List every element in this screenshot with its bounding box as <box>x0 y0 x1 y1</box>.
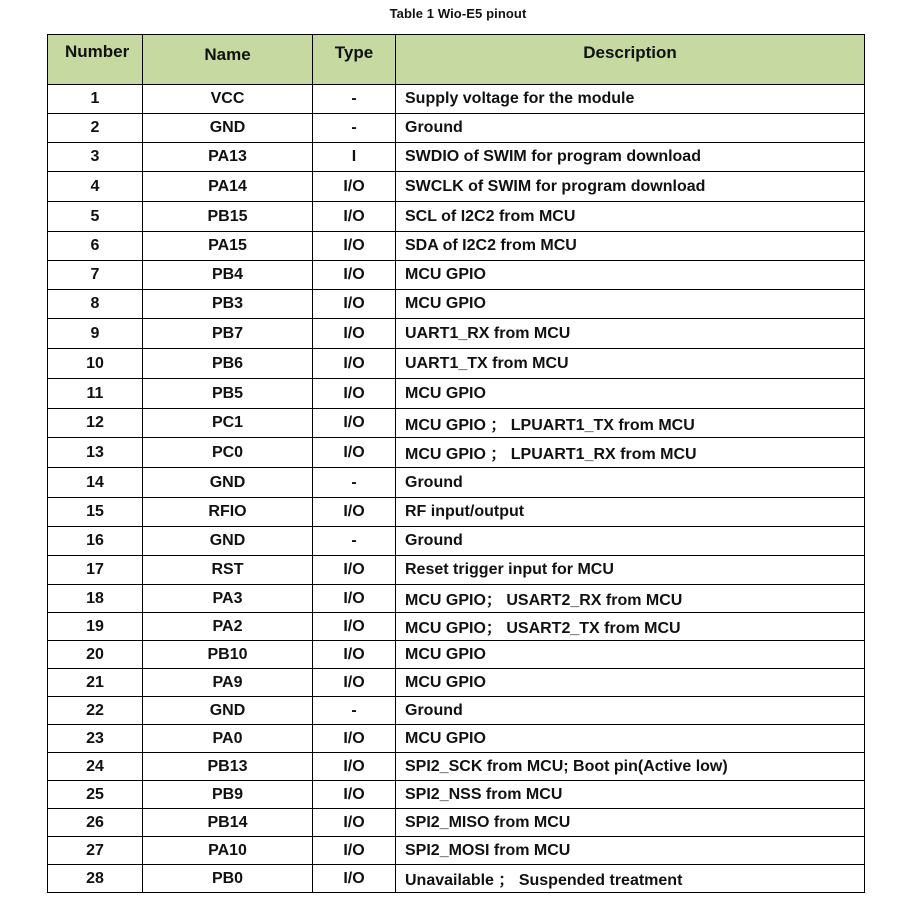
cell-name: PC1 <box>143 409 313 438</box>
cell-number: 8 <box>48 290 143 319</box>
cell-type: I/O <box>313 725 396 753</box>
cell-number: 10 <box>48 349 143 379</box>
cell-description: SWDIO of SWIM for program download <box>396 143 865 172</box>
table-row <box>48 261 865 290</box>
table-row <box>48 781 865 809</box>
cell-name: PB3 <box>143 290 313 319</box>
cell-type: I/O <box>313 556 396 585</box>
cell-name: RFIO <box>143 498 313 527</box>
cell-number: 5 <box>48 202 143 232</box>
cell-number: 9 <box>48 319 143 349</box>
cell-number: 18 <box>48 585 143 613</box>
cell-description: Ground <box>396 697 865 725</box>
cell-type: I/O <box>313 753 396 781</box>
cell-number: 11 <box>48 379 143 409</box>
cell-name: PA14 <box>143 172 313 202</box>
table-row <box>48 753 865 781</box>
table-row <box>48 379 865 409</box>
cell-number: 12 <box>48 409 143 438</box>
cell-number: 7 <box>48 261 143 290</box>
cell-type: I/O <box>313 438 396 468</box>
table-row <box>48 202 865 232</box>
table-row <box>48 556 865 585</box>
cell-description: SDA of I2C2 from MCU <box>396 232 865 261</box>
cell-description: MCU GPIO ； LPUART1_TX from MCU <box>396 409 865 438</box>
cell-name: PB6 <box>143 349 313 379</box>
header-description: Description <box>396 35 865 85</box>
cell-type: I/O <box>313 349 396 379</box>
cell-type: I/O <box>313 865 396 893</box>
cell-name: PB5 <box>143 379 313 409</box>
cell-name: PB0 <box>143 865 313 893</box>
table-row <box>48 232 865 261</box>
cell-description: MCU GPIO； USART2_TX from MCU <box>396 613 865 641</box>
cell-number: 27 <box>48 837 143 865</box>
cell-description: SPI2_MOSI from MCU <box>396 837 865 865</box>
cell-name: PA9 <box>143 669 313 697</box>
cell-description: MCU GPIO <box>396 261 865 290</box>
cell-description: SPI2_NSS from MCU <box>396 781 865 809</box>
cell-description: Ground <box>396 527 865 556</box>
cell-description: Unavailable ； Suspended treatment <box>396 865 865 893</box>
table-row <box>48 498 865 527</box>
cell-type: I/O <box>313 809 396 837</box>
cell-number: 20 <box>48 641 143 669</box>
cell-description: MCU GPIO <box>396 290 865 319</box>
cell-number: 4 <box>48 172 143 202</box>
cell-name: PA2 <box>143 613 313 641</box>
table-row <box>48 809 865 837</box>
cell-number: 2 <box>48 114 143 143</box>
cell-number: 14 <box>48 468 143 498</box>
table-row <box>48 527 865 556</box>
table-row <box>48 349 865 379</box>
cell-type: I/O <box>313 172 396 202</box>
cell-name: PB13 <box>143 753 313 781</box>
table-row <box>48 85 865 114</box>
cell-type: I/O <box>313 669 396 697</box>
table-row <box>48 114 865 143</box>
cell-type: I/O <box>313 585 396 613</box>
cell-description: MCU GPIO <box>396 379 865 409</box>
cell-description: UART1_TX from MCU <box>396 349 865 379</box>
cell-number: 19 <box>48 613 143 641</box>
cell-name: PB10 <box>143 641 313 669</box>
cell-description: Supply voltage for the module <box>396 85 865 114</box>
cell-type: I/O <box>313 290 396 319</box>
cell-name: GND <box>143 114 313 143</box>
cell-type: - <box>313 114 396 143</box>
table-row <box>48 697 865 725</box>
cell-type: I/O <box>313 641 396 669</box>
cell-description: Reset trigger input for MCU <box>396 556 865 585</box>
cell-type: - <box>313 697 396 725</box>
cell-number: 3 <box>48 143 143 172</box>
header-type: Type <box>313 35 396 85</box>
cell-number: 21 <box>48 669 143 697</box>
table-row <box>48 409 865 438</box>
cell-name: PC0 <box>143 438 313 468</box>
table-row <box>48 641 865 669</box>
table-row <box>48 613 865 641</box>
cell-type: I/O <box>313 232 396 261</box>
cell-description: SPI2_SCK from MCU; Boot pin(Active low) <box>396 753 865 781</box>
cell-number: 26 <box>48 809 143 837</box>
pinout-table-body <box>48 85 865 893</box>
cell-number: 1 <box>48 85 143 114</box>
cell-description: MCU GPIO <box>396 641 865 669</box>
cell-number: 24 <box>48 753 143 781</box>
cell-description: MCU GPIO <box>396 725 865 753</box>
cell-description: RF input/output <box>396 498 865 527</box>
cell-type: - <box>313 85 396 114</box>
cell-description: SWCLK of SWIM for program download <box>396 172 865 202</box>
cell-type: I/O <box>313 319 396 349</box>
table-row <box>48 290 865 319</box>
header-number: Number <box>48 35 143 85</box>
cell-type: I/O <box>313 613 396 641</box>
cell-type: I <box>313 143 396 172</box>
cell-description: UART1_RX from MCU <box>396 319 865 349</box>
cell-name: VCC <box>143 85 313 114</box>
cell-name: PA15 <box>143 232 313 261</box>
cell-number: 25 <box>48 781 143 809</box>
cell-number: 13 <box>48 438 143 468</box>
cell-name: PB7 <box>143 319 313 349</box>
cell-name: RST <box>143 556 313 585</box>
cell-number: 16 <box>48 527 143 556</box>
cell-description: Ground <box>396 468 865 498</box>
table-row <box>48 585 865 613</box>
cell-type: I/O <box>313 837 396 865</box>
cell-name: GND <box>143 697 313 725</box>
cell-name: PA13 <box>143 143 313 172</box>
cell-type: I/O <box>313 498 396 527</box>
table-row <box>48 468 865 498</box>
table-row <box>48 669 865 697</box>
cell-name: GND <box>143 527 313 556</box>
table-caption: Table 1 Wio-E5 pinout <box>389 6 527 21</box>
table-row <box>48 865 865 893</box>
cell-type: I/O <box>313 261 396 290</box>
cell-name: PA0 <box>143 725 313 753</box>
cell-name: GND <box>143 468 313 498</box>
table-row <box>48 438 865 468</box>
cell-description: Ground <box>396 114 865 143</box>
cell-name: PB4 <box>143 261 313 290</box>
cell-number: 22 <box>48 697 143 725</box>
cell-name: PB15 <box>143 202 313 232</box>
cell-type: I/O <box>313 409 396 438</box>
header-name: Name <box>143 35 313 85</box>
cell-number: 15 <box>48 498 143 527</box>
cell-type: - <box>313 527 396 556</box>
table-row <box>48 143 865 172</box>
cell-description: MCU GPIO <box>396 669 865 697</box>
cell-description: MCU GPIO ； LPUART1_RX from MCU <box>396 438 865 468</box>
cell-description: SPI2_MISO from MCU <box>396 809 865 837</box>
table-row <box>48 319 865 349</box>
table-row <box>48 172 865 202</box>
pinout-table <box>47 34 865 893</box>
cell-name: PA3 <box>143 585 313 613</box>
cell-number: 28 <box>48 865 143 893</box>
header-row <box>48 35 865 85</box>
cell-type: I/O <box>313 781 396 809</box>
cell-number: 6 <box>48 232 143 261</box>
cell-type: I/O <box>313 202 396 232</box>
cell-description: MCU GPIO； USART2_RX from MCU <box>396 585 865 613</box>
cell-type: I/O <box>313 379 396 409</box>
cell-type: - <box>313 468 396 498</box>
cell-number: 23 <box>48 725 143 753</box>
cell-name: PB9 <box>143 781 313 809</box>
cell-name: PB14 <box>143 809 313 837</box>
cell-number: 17 <box>48 556 143 585</box>
cell-name: PA10 <box>143 837 313 865</box>
cell-description: SCL of I2C2 from MCU <box>396 202 865 232</box>
table-row <box>48 837 865 865</box>
table-row <box>48 725 865 753</box>
